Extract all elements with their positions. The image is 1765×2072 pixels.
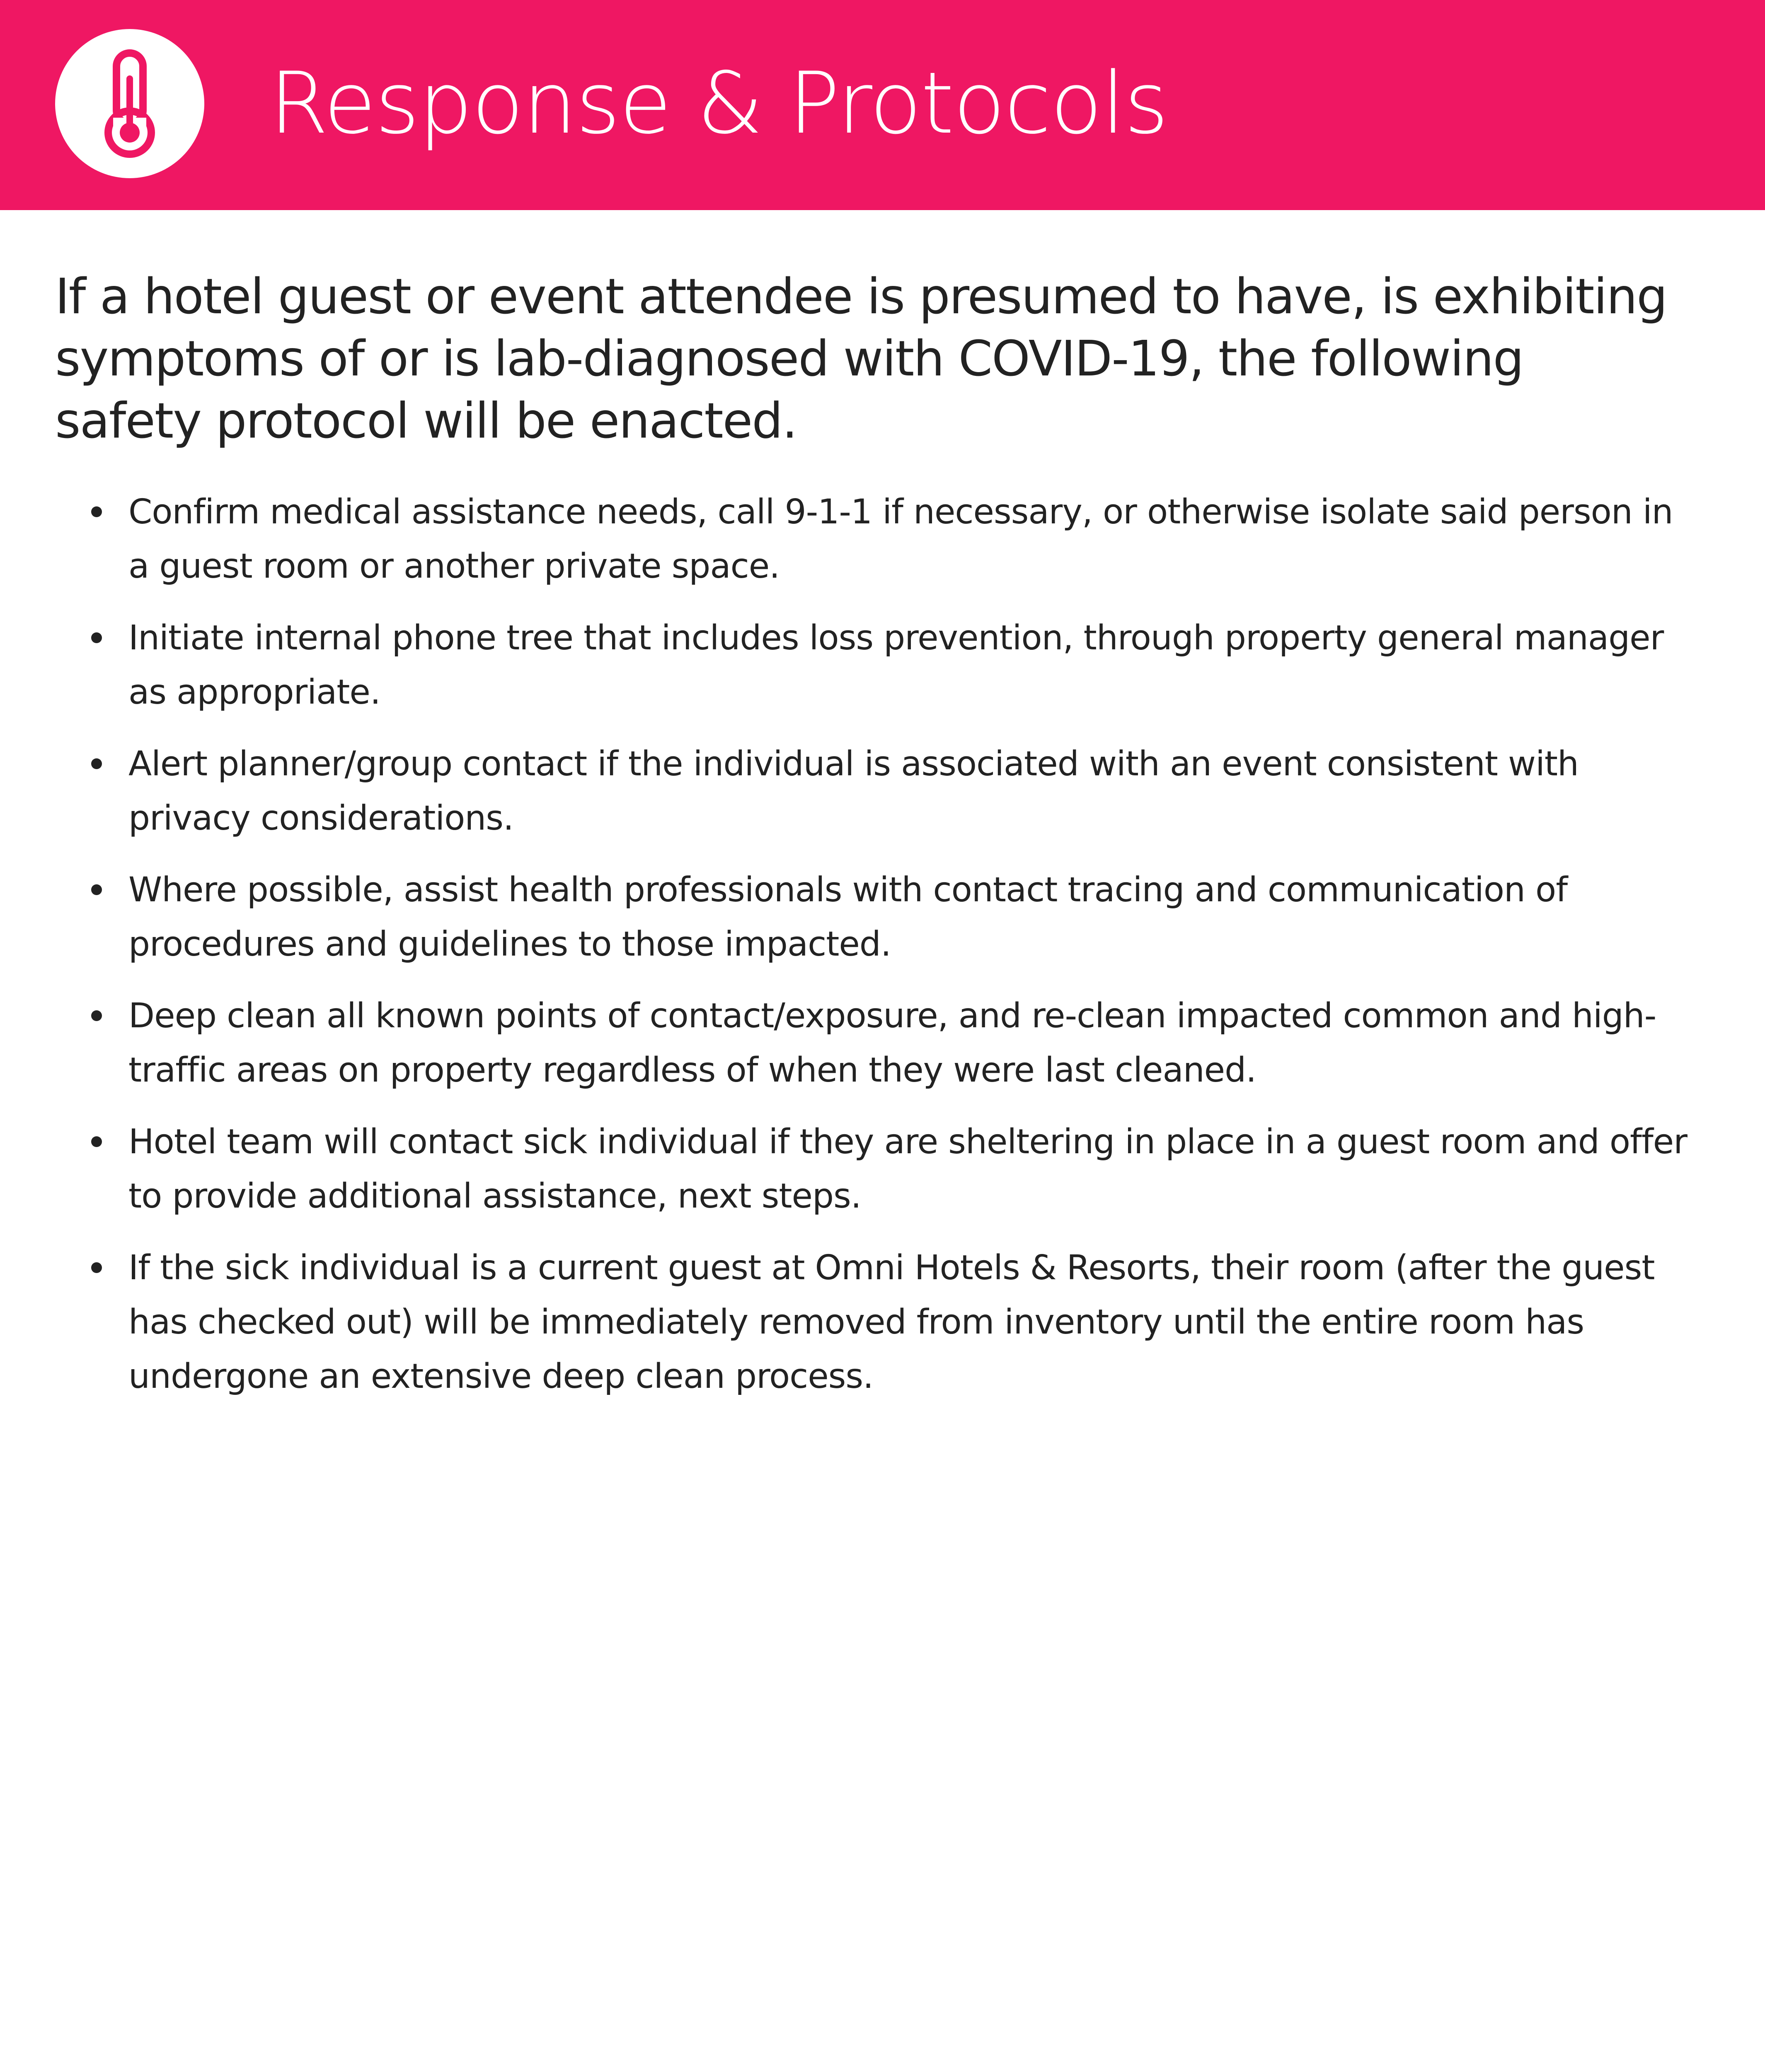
list-item-text: Where possible, assist health professionals with contact tracing and communication of procedures and guidelines to those impacted. (128, 870, 1568, 964)
list-item-text: Alert planner/group contact if the individual is associated with an event consistent with privacy considerations. (128, 744, 1579, 838)
list-item (55, 1115, 1692, 1223)
list-item-text: Deep clean all known points of contact/exposure, and re-clean impacted common and high-traffic areas on property regardless of when they were last cleaned. (128, 996, 1656, 1090)
list-item-text: Confirm medical assistance needs, call 9-1-1 if necessary, or otherwise isolate said person in a guest room or another private space. (128, 492, 1673, 586)
bullet-icon (91, 632, 102, 643)
bullet-icon (91, 1262, 102, 1273)
intro-paragraph: If a hotel guest or event attendee is presumed to have, is exhibiting symptoms of or is lab-diagnosed with COVID-19, the following safety protocol will be enacted. (55, 268, 1667, 449)
bullet-icon (91, 884, 102, 895)
bullet-icon (91, 1136, 102, 1147)
bullet-icon (91, 506, 102, 517)
list-item-text: Initiate internal phone tree that includes loss prevention, through property general manager as appropriate. (128, 618, 1664, 712)
page-header (0, 0, 1765, 210)
list-item (55, 989, 1692, 1097)
thermometer-icon (55, 29, 204, 178)
list-item (55, 863, 1692, 971)
list-item (55, 485, 1692, 593)
page-title: Response & Protocols (269, 54, 1168, 153)
list-item-text: If the sick individual is a current guest at Omni Hotels & Resorts, their room (after the guest has checked out) will be immediately removed from inventory until the entire room has undergone an extensive deep clean process. (128, 1248, 1655, 1396)
protocol-list (55, 485, 1692, 1421)
list-item (55, 611, 1692, 719)
bullet-icon (91, 1010, 102, 1021)
bullet-icon (91, 758, 102, 769)
list-item (55, 737, 1692, 845)
list-item-text: Hotel team will contact sick individual if they are sheltering in place in a guest room and offer to provide additional assistance, next steps. (128, 1122, 1687, 1216)
list-item (55, 1241, 1692, 1404)
